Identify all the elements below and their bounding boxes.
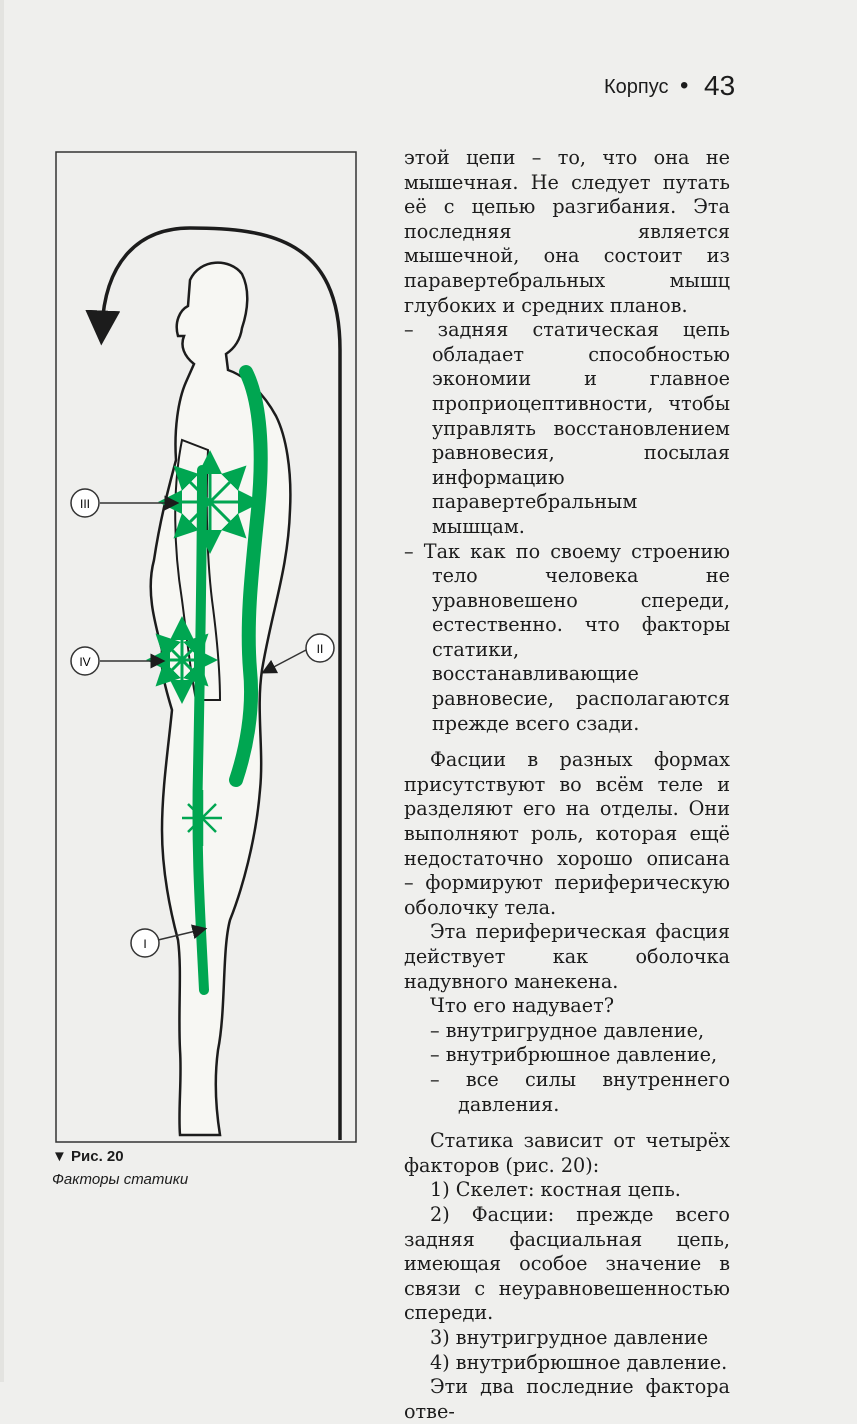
header-section-title: Корпус <box>604 76 669 98</box>
label-ii: II <box>316 642 324 656</box>
label-iv: IV <box>79 655 91 669</box>
list-item: 2) Фасции: прежде всего задняя фасциальная цепь, имеющая особое значение в связи с неуравновешенностью спереди. <box>404 1202 730 1325</box>
running-header <box>600 70 740 102</box>
header-bullet: • <box>680 72 689 99</box>
paragraph: Эта периферическая фасция действует как оболочка надувного манекена. <box>404 920 730 993</box>
paragraph: Что его надувает? <box>430 994 614 1018</box>
page-number: 43 <box>704 70 736 101</box>
list-item: 4) внутрибрюшное давление. <box>430 1350 728 1374</box>
list-item: – задняя статическая цепь обладает способностью экономии и главное проприоцептивности, чтобы управлять восстановлением равновесия, посылая информацию паравертебральным мышцам. <box>404 318 730 538</box>
figure-caption-number: ▼ Рис. 20 <box>52 1148 124 1165</box>
body-text <box>404 146 730 1424</box>
label-i: I <box>143 937 147 951</box>
label-iii: III <box>79 497 91 511</box>
paragraph: Статика зависит от четырёх факторов (рис. 20): <box>404 1129 730 1177</box>
skeletal-chain <box>197 470 204 990</box>
paragraph: этой цепи – то, что она не мышечная. Не следует путать её с цепью разгибания. Эта последняя является мышечной, она состоит из паравертебральных мышц глубоких и средних планов. <box>404 146 730 317</box>
list-item: 1) Скелет: костная цепь. <box>430 1178 681 1202</box>
list-item: 3) внутригрудное давление <box>430 1325 709 1349</box>
figure-caption-title: Факторы статики <box>52 1171 189 1188</box>
paragraph: Эти два последние фактора отве- <box>404 1375 730 1423</box>
list-item: – внутригрудное давление, <box>430 1018 705 1042</box>
page-edge <box>0 0 4 1382</box>
figure-illustration <box>50 150 362 1150</box>
thorax-pressure-star <box>170 462 250 542</box>
list-item: – внутрибрюшное давление, <box>430 1043 718 1067</box>
list-item: – Так как по своему строению тело человека не уравновешено спереди, естественно. что факторы статики, восстанавливающие равновесие, располагаются прежде всего сзади. <box>404 539 730 735</box>
figure-statics <box>50 150 362 1150</box>
list-item: – все силы внутреннего давления. <box>430 1067 730 1116</box>
caption-triangle-icon: ▼ <box>52 1148 67 1165</box>
paragraph: Фасции в разных формах присутствуют во всём теле и разделяют его на отделы. Они выполняют роль, которая ещё недостаточно хорошо описана – формируют периферическую оболочку тела. <box>404 748 730 919</box>
